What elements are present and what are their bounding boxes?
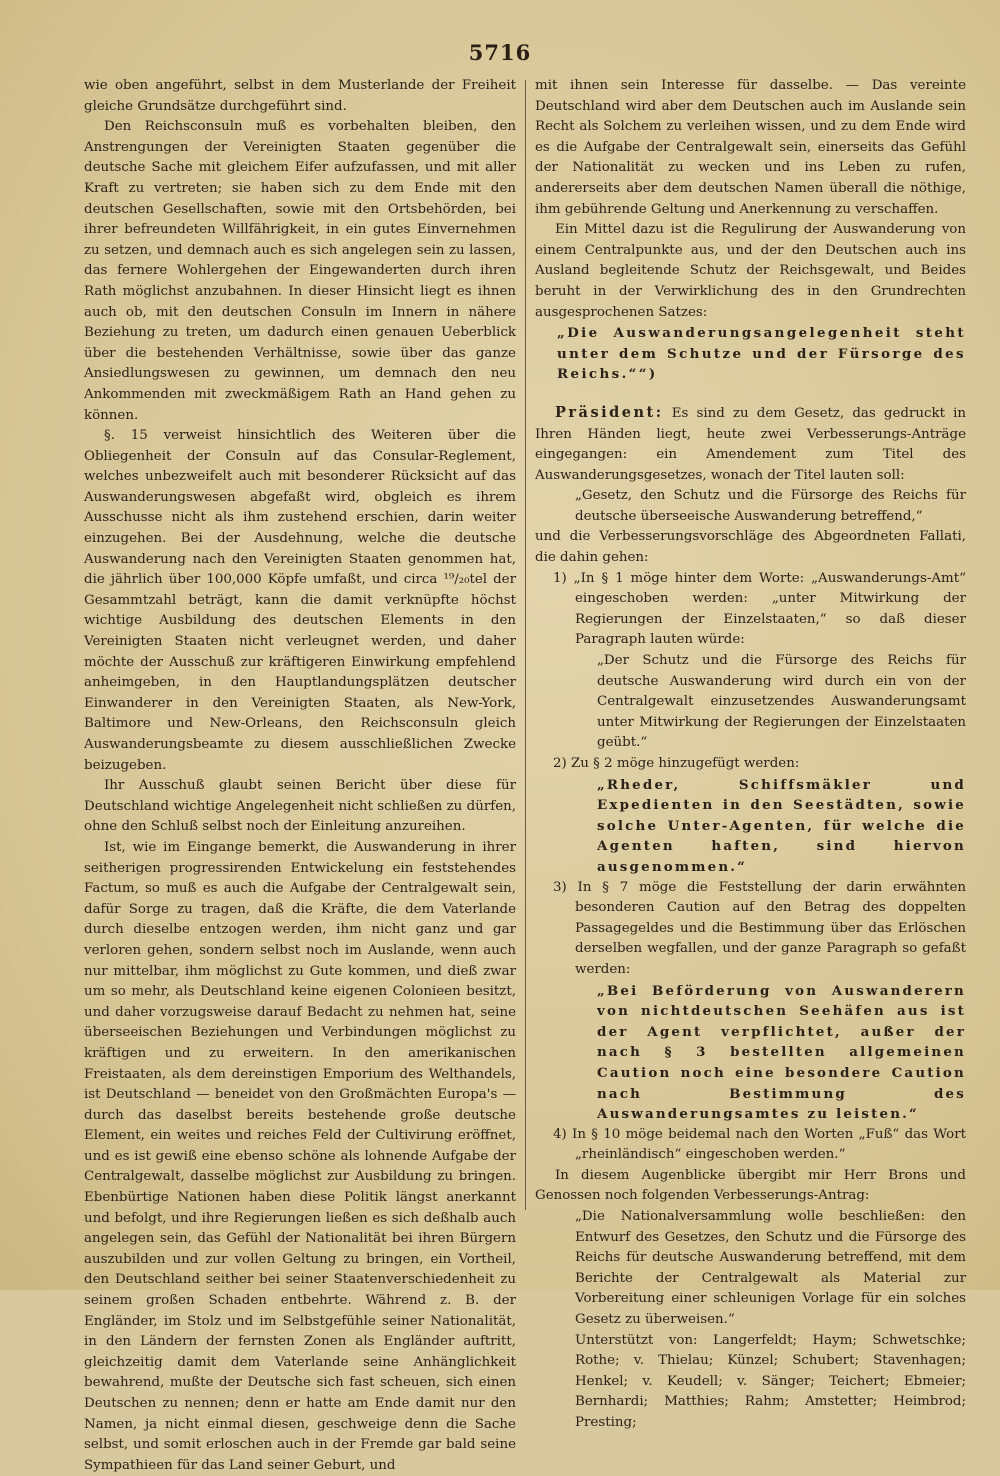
paragraph: mit ihnen sein Interesse für dasselbe. — Das vereinte Deutschland wird aber dem Deutschen auch im Auslande sein Recht als Solchem zu verleihen wissen, und zu dem Ende wird es die Aufgabe der Centralgewalt sein, einerseits das Gefühl der Nationalität zu wecken und ins Leben zu rufen, andererseits aber dem deutschen Namen überall die nöthige, ihm gebührende Geltung und Anerkennung zu verschaffen. (535, 78, 966, 217)
paragraph: wie oben angeführt, selbst in dem Musterlande der Freiheit gleiche Grundsätze durchgeführt sind. (84, 78, 516, 114)
paragraph: Ihr Ausschuß glaubt seinen Bericht über diese für Deutschland wichtige Angelegenheit nicht schließen zu dürfen, ohne den Schluß selbst noch der Einleitung anzureihen. (84, 778, 516, 835)
amendment-quote: „Rheder, Schiffsmäkler und Expedienten in den Seestädten, sowie solche Unter-Agenten, für welche die Agenten haften, sind hiervon ausgenommen.“ (597, 776, 966, 875)
paragraph: Den Reichsconsuln muß es vorbehalten bleiben, den Anstrengungen der Vereinigten Staaten gegenüber die deutsche Sache mit gleichem Eifer aufzufassen, und mit aller Kraft zu vertreten; sie haben sich zu dem Ende mit den deutschen Gesellschaften, sowie mit den Ortsbehörden, bei ihrer befreundeten Willfährigkeit, in ein gutes Einvernehmen zu setzen, und demnach auch es sich angelegen sein zu lassen, das fernere Wohlergehen der Eingewanderten durch ihren Rath möglichst anzubahnen. In dieser Hinsicht liegt es ihnen auch ob, mit den deutschen Consuln im Innern in nähere Beziehung zu treten, um dadurch einen genauen Ueberblick über die bestehenden Verhältnisse, sowie über das ganze Ansiedlungswesen zu gewinnen, um demnach den neu Ankommenden mit zweckmäßigem Rath an Hand gehen zu können. (84, 119, 516, 423)
amendment-item: 1) „In § 1 möge hinter dem Worte: „Auswanderungs-Amt“ eingeschoben werden: „unter Mitwirkung der Regierungen der Einzelstaaten,“ so daß dieser Paragraph lauten würde: (553, 570, 966, 648)
paragraph: Ein Mittel dazu ist die Regulirung der Auswanderung von einem Centralpunkte aus, und der den Deutschen auch ins Ausland begleitende Schutz der Reichsgewalt, und Beides beruht in der Verwirklichung des in den Grundrechten ausgesprochenen Satzes: (535, 222, 966, 320)
resolution-quote: „Die Auswanderungsangelegenheit steht unter dem Schutze und der Fürsorge des Reichs.““) (557, 325, 966, 383)
amendment-item: 2) Zu § 2 möge hinzugefügt werden: (553, 756, 800, 771)
left-column (84, 76, 516, 1476)
paragraph: Ist, wie im Eingange bemerkt, die Auswanderung in ihrer seitherigen progressirenden Entwickelung ein feststehendes Factum, so muß es auch die Aufgabe der Centralgewalt sein, dafür Sorge zu tragen, daß die Kräfte, die dem Vaterlande durch dieselbe entzogen werden, ihm nicht ganz und gar verloren gehen, sondern selbst noch im Auslande, wenn auch nur mittelbar, ihm möglichst zu Gute kommen, und dieß zwar um so mehr, als Deutschland keine eigenen Colonieen besitzt, und daher vorzugsweise darauf Bedacht zu nehmen hat, seine überseeischen Beziehungen und Verbindungen möglichst zu kräftigen und zu erweitern. In den amerikanischen Freistaaten, als dem dereinstigen Emporium des Welthandels, ist Deutschland — beneidet von den Großmächten Europa's — durch das daselbst bereits bestehende große deutsche Element, ein weites und reiches Feld der Cultivirung eröffnet, und es ist gewiß eine ebenso schöne als lohnende Aufgabe der Centralgewalt, dasselbe möglichst zur Ausbildung zu bringen. Ebenbürtige Nationen haben diese Politik längst anerkannt und befolgt, und ihre Regierungen ließen es sich deßhalb auch angelegen sein, das Gefühl der Nationalität bei ihren Bürgern auszubilden und zur vollen Geltung zu bringen, ein Vortheil, den Deutschland seither bei seiner Staatenverschiedenheit zu seinem großen Schaden entbehrte. Während z. B. der Engländer, im Stolz und im Selbstgefühle seiner Nationalität, in den Ländern der fernsten Zonen als Engländer auftritt, gleichzeitig damit dem Vaterlande seine Anhänglichkeit bewahrend, mußte der Deutsche sich fast scheuen, sich einen Deutschen zu nennen; denn er hatte am Ende damit nur den Namen, ja nicht einmal diesen, geschweige denn die Sache selbst, und somit erloschen auch in der Fremde gar bald seine Sympathieen für das Land seiner Geburt, und (84, 839, 516, 1473)
speaker-label: Präsident: (555, 403, 664, 421)
section-gap (535, 385, 966, 403)
amendment-quote: „Bei Beförderung von Auswanderern von nichtdeutschen Seehäfen aus ist der Agent verpflichtet, außer der nach § 3 bestellten allgemeinen Caution noch eine besondere Caution nach Bestimmung des Auswanderungsamtes zu leisten.“ (597, 982, 966, 1123)
supporters-names: Langerfeldt; Haym; Schwetschke; Rothe; v. Thielau; Künzel; Schubert; Stavenhagen; Henkel; v. Keudell; v. Sänger; Teichert; Ebmeier; Bernhardi; Matthies; Rahm; Amstetter; Heimbrod; Presting; (575, 1332, 966, 1430)
supporters-label: Unterstützt von: (575, 1332, 698, 1348)
amendment-item: 3) In § 7 möge die Feststellung der darin erwähnten besonderen Caution auf den Betrag des doppelten Passagegeldes und die Bestimmung über das Erlöschen derselben wegfallen, und der ganze Paragraph so gefaßt werden: (553, 879, 966, 977)
supporters-block (535, 1331, 966, 1434)
president-paragraph (535, 403, 966, 486)
right-column (535, 76, 966, 1434)
paragraph: In diesem Augenblicke übergibt mir Herr Brons und Genossen noch folgenden Verbesserungs-Antrag: (535, 1167, 966, 1204)
paragraph: und die Verbesserungsvorschläge des Abgeordneten Fallati, die dahin gehen: (535, 529, 966, 566)
speaker-text: Es sind zu dem Gesetz, das gedruckt in Ihren Händen liegt, heute zwei Verbesserungs-Anträge eingegangen: ein Amendement zum Titel des Auswanderungsgesetzes, wonach der Titel lauten soll: (535, 405, 967, 483)
amendment-quote: „Der Schutz und die Fürsorge des Reichs für deutsche Auswanderung wird durch ein von der Centralgewalt einzusetzendes Auswanderungsamt unter Mitwirkung der Regierungen der Einzelstaaten geübt.“ (597, 653, 966, 751)
column-divider (525, 80, 526, 1210)
title-quote: „Gesetz, den Schutz und die Fürsorge des Reichs für deutsche überseeische Auswanderung betreffend,“ (575, 488, 966, 524)
amendment-item: 4) In § 10 möge beidemal nach den Worten „Fuß“ das Wort „rheinländisch“ eingeschoben werden.“ (553, 1126, 966, 1163)
paragraph: §. 15 verweist hinsichtlich des Weiteren über die Obliegenheit der Consuln auf das Consular-Reglement, welches unbezweifelt auch mit besonderer Rücksicht auf das Auswanderungswesen abgefaßt wird, obgleich es ihrem Ausschusse nicht als ihm zustehend erschien, darin weiter einzugehen. Bei der Ausdehnung, welche die deutsche Auswanderung nach den Vereinigten Staaten genommen hat, die jährlich über 100,000 Köpfe umfaßt, und circa ¹⁹/₂₀tel der Gesammtzahl beträgt, kann die damit verknüpfte höchst wichtige Ausbildung des deutschen Elements in den Vereinigten Staaten nicht verleugnet werden, und daher möchte der Ausschuß zur kräftigeren Einwirkung empfehlend anheimgeben, in den Hauptlandungsplätzen deutscher Einwanderer in den Vereinigten Staaten, als New-York, Baltimore und New-Orleans, den Reichsconsuln gleich Auswanderungsbeamte zu diesem ausschließlichen Zwecke beizugeben. (84, 428, 516, 773)
motion-quote: „Die Nationalversammlung wolle beschließen: den Entwurf des Gesetzes, den Schutz und die Fürsorge des Reichs für deutsche Auswanderung betreffend, mit dem Berichte der Centralgewalt als Material zur Vorbereitung einer schleunigen Vorlage für ein solches Gesetz zu überweisen.“ (575, 1209, 966, 1328)
page-number: 5716 (468, 40, 532, 65)
